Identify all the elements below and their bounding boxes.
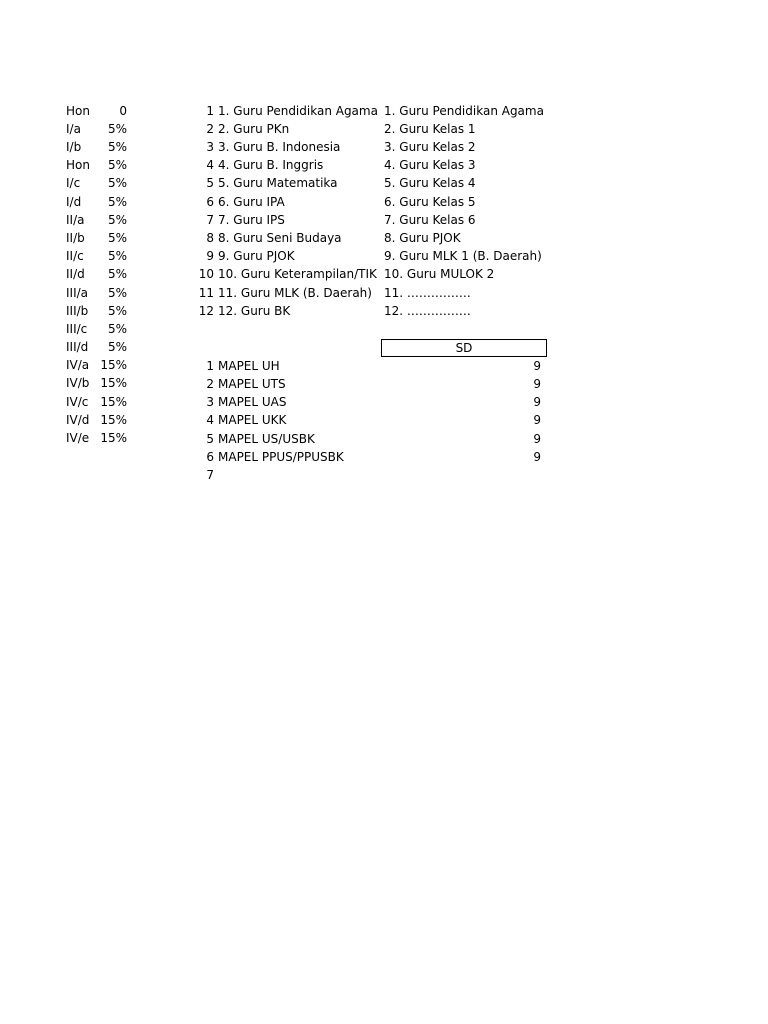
mapel-teacher: 8. Guru Seni Budaya (218, 231, 342, 245)
grade-label: I/a (66, 122, 81, 136)
exam-value: 9 (533, 359, 541, 373)
grade-percent: 5% (107, 140, 127, 154)
sd-teacher: 12. ……………. (384, 304, 471, 318)
teacher-number: 8 (206, 231, 214, 245)
mapel-teacher: 11. Guru MLK (B. Daerah) (218, 286, 372, 300)
sd-teacher: 9. Guru MLK 1 (B. Daerah) (384, 249, 542, 263)
exam-value (500, 466, 541, 484)
exam-label: MAPEL UH (218, 359, 280, 373)
grade-percent: 5% (107, 213, 127, 227)
teacher-number: 4 (206, 158, 214, 172)
sd-teacher: 11. ……………. (384, 286, 471, 300)
teacher-number: 11 (198, 286, 214, 300)
sd-teacher: 7. Guru Kelas 6 (384, 213, 476, 227)
mapel-teacher: 6. Guru IPA (218, 195, 285, 209)
grade-percent: 15% (100, 431, 127, 445)
sd-teacher: 6. Guru Kelas 5 (384, 195, 476, 209)
teacher-number: 1 (206, 104, 214, 118)
teacher-number: 7 (206, 213, 214, 227)
grade-percent: 5% (107, 122, 127, 136)
mapel-teacher: 10. Guru Keterampilan/TIK (218, 267, 377, 281)
grade-percent: 5% (107, 195, 127, 209)
grade-percent: 0 (119, 104, 127, 118)
sd-teacher: 5. Guru Kelas 4 (384, 176, 476, 190)
exam-label: MAPEL US/USBK (218, 432, 315, 446)
grade-label: IV/d (66, 413, 90, 427)
grade-percent: 5% (107, 340, 127, 354)
grade-label: I/b (66, 140, 82, 154)
teacher-number: 3 (206, 140, 214, 154)
mapel-teacher: 4. Guru B. Inggris (218, 158, 324, 172)
mapel-teacher: 5. Guru Matematika (218, 176, 338, 190)
grade-percent: 5% (107, 249, 127, 263)
grade-label: II/c (66, 249, 84, 263)
teacher-number: 2 (206, 122, 214, 136)
exam-value: 9 (533, 377, 541, 391)
sd-teacher: 8. Guru PJOK (384, 231, 461, 245)
exam-value: 9 (533, 395, 541, 409)
grade-label: III/a (66, 286, 89, 300)
sd-header-label: SD (455, 341, 473, 355)
mapel-teacher: 2. Guru PKn (218, 122, 290, 136)
sd-teacher: 3. Guru Kelas 2 (384, 140, 476, 154)
sd-teacher: 4. Guru Kelas 3 (384, 158, 476, 172)
grade-label: IV/b (66, 376, 90, 390)
sd-teacher: 10. Guru MULOK 2 (384, 267, 495, 281)
grade-percent: 15% (100, 395, 127, 409)
sd-teacher: 2. Guru Kelas 1 (384, 122, 476, 136)
exam-value: 9 (533, 432, 541, 446)
exam-value: 9 (533, 450, 541, 464)
exam-number: 4 (206, 413, 214, 427)
exam-number: 1 (206, 359, 214, 373)
grade-label: II/b (66, 231, 85, 245)
grade-percent: 5% (107, 231, 127, 245)
teacher-number: 5 (206, 176, 214, 190)
exam-value: 9 (533, 413, 541, 427)
grade-label: IV/c (66, 395, 89, 409)
teacher-number: 12 (198, 304, 214, 318)
exam-number: 5 (206, 432, 214, 446)
grade-percent: 5% (107, 176, 127, 190)
mapel-teacher: 9. Guru PJOK (218, 249, 295, 263)
exam-number: 2 (206, 377, 214, 391)
grade-percent: 5% (107, 158, 127, 172)
exam-number: 6 (206, 450, 214, 464)
exam-label: MAPEL UKK (218, 413, 287, 427)
exam-number: 3 (206, 395, 214, 409)
sd-header-cell (381, 339, 547, 357)
grade-label: IV/e (66, 431, 90, 445)
exam-number: 7 (206, 468, 214, 482)
grade-label: II/d (66, 267, 85, 281)
grade-label: II/a (66, 213, 85, 227)
grade-label: IV/a (66, 358, 90, 372)
teacher-number: 6 (206, 195, 214, 209)
sd-teacher: 1. Guru Pendidikan Agama (384, 104, 544, 118)
grade-label: I/c (66, 176, 81, 190)
grade-label: I/d (66, 195, 82, 209)
mapel-teacher: 3. Guru B. Indonesia (218, 140, 341, 154)
grade-label: Hon (66, 158, 90, 172)
grade-label: III/c (66, 322, 88, 336)
grade-percent: 15% (100, 358, 127, 372)
grade-percent: 5% (107, 267, 127, 281)
grade-percent: 5% (107, 286, 127, 300)
grade-label: III/d (66, 340, 89, 354)
grade-label: III/b (66, 304, 89, 318)
mapel-teacher: 7. Guru IPS (218, 213, 285, 227)
exam-label: MAPEL UAS (218, 395, 287, 409)
teacher-number: 9 (206, 249, 214, 263)
grade-percent: 5% (107, 322, 127, 336)
teacher-number: 10 (198, 267, 214, 281)
exam-label: MAPEL UTS (218, 377, 286, 391)
grade-label: Hon (66, 104, 90, 118)
grade-percent: 5% (107, 304, 127, 318)
mapel-teacher: 12. Guru BK (218, 304, 291, 318)
exam-label: MAPEL PPUS/PPUSBK (218, 450, 344, 464)
grade-percent: 15% (100, 376, 127, 390)
grade-percent: 15% (100, 413, 127, 427)
mapel-teacher: 1. Guru Pendidikan Agama (218, 104, 378, 118)
